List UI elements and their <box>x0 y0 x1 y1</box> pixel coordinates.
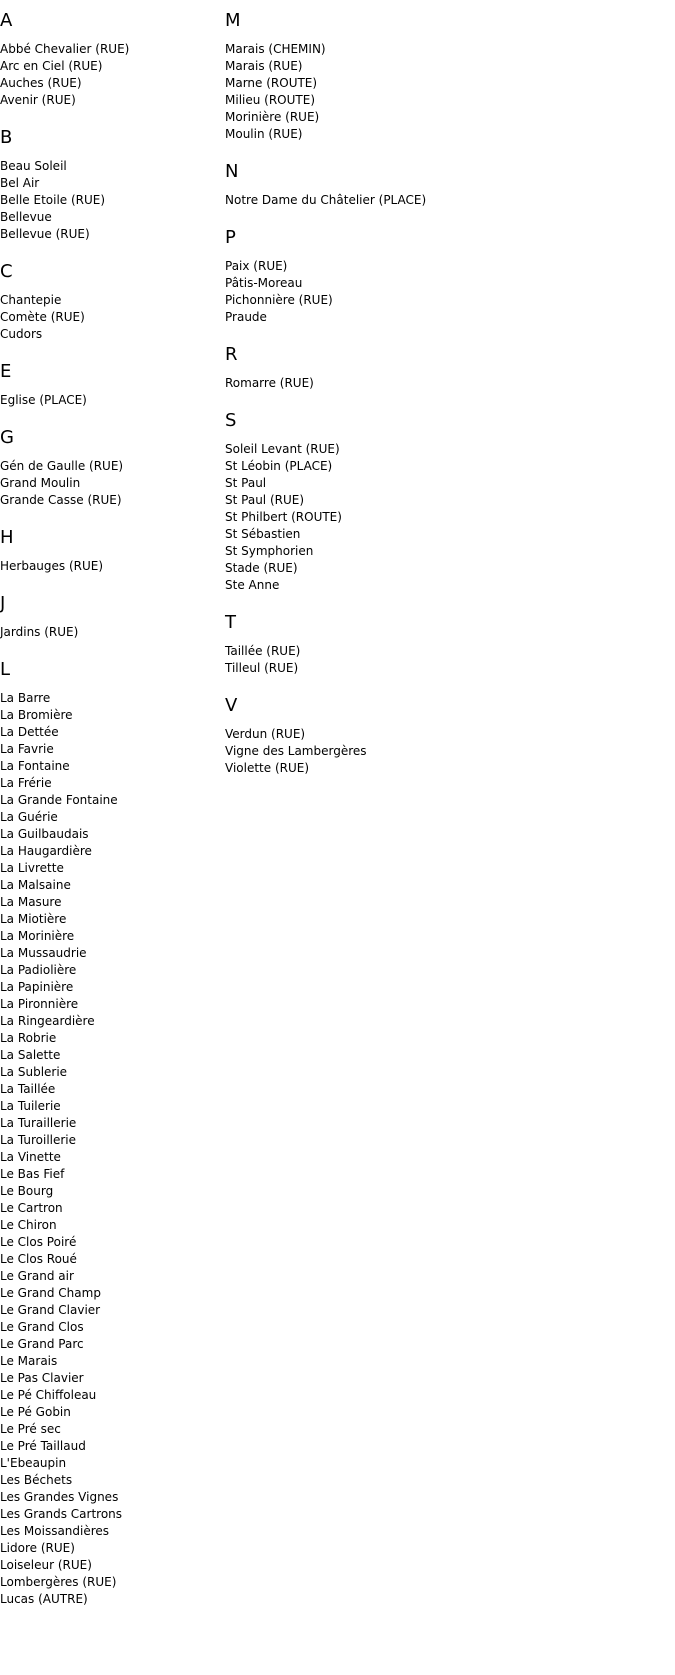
street-entry: La Favrie <box>0 742 54 756</box>
street-entry: Comète (RUE) <box>0 310 85 324</box>
street-entry: Auches (RUE) <box>0 76 82 90</box>
street-entry: Loiseleur (RUE) <box>0 1558 92 1572</box>
street-entry: Verdun (RUE) <box>225 727 306 741</box>
street-entry: Avenir (RUE) <box>0 93 76 107</box>
street-entry: Taillée (RUE) <box>225 644 301 658</box>
street-entry: Chantepie <box>0 293 62 307</box>
street-list <box>225 192 445 209</box>
street-entry: La Salette <box>0 1048 61 1062</box>
letter-section <box>225 161 445 209</box>
section-letter-heading: H <box>0 527 14 548</box>
street-list <box>0 292 220 343</box>
street-entry: La Morinière <box>0 929 75 943</box>
street-entry: La Guilbaudais <box>0 827 89 841</box>
street-entry: Tilleul (RUE) <box>225 661 299 675</box>
street-entry: Praude <box>225 310 267 324</box>
street-entry: Grand Moulin <box>0 476 81 490</box>
street-list <box>225 375 445 392</box>
letter-section <box>0 10 220 109</box>
street-entry: Beau Soleil <box>0 159 67 173</box>
street-entry: Bellevue (RUE) <box>0 227 90 241</box>
street-entry: Herbauges (RUE) <box>0 559 104 573</box>
street-entry: La Frérie <box>0 776 52 790</box>
street-entry: Jardins (RUE) <box>0 625 79 639</box>
street-entry: Le Chiron <box>0 1218 57 1232</box>
street-entry: Violette (RUE) <box>225 761 310 775</box>
street-entry: La Turaillerie <box>0 1116 77 1130</box>
street-entry: La Robrie <box>0 1031 57 1045</box>
section-letter-heading: C <box>0 261 13 282</box>
street-entry: St Sébastien <box>225 527 301 541</box>
street-entry: Arc en Ciel (RUE) <box>0 59 103 73</box>
street-entry: St Symphorien <box>225 544 314 558</box>
street-entry: Lucas (AUTRE) <box>0 1592 88 1606</box>
street-entry: Grande Casse (RUE) <box>0 493 122 507</box>
street-entry: Les Moissandières <box>0 1524 110 1538</box>
letter-section <box>0 361 220 409</box>
street-entry: Le Clos Roué <box>0 1252 77 1266</box>
street-entry: Paix (RUE) <box>225 259 288 273</box>
street-entry: Le Grand Clavier <box>0 1303 101 1317</box>
street-entry: Eglise (PLACE) <box>0 393 87 407</box>
street-entry: Ste Anne <box>225 578 280 592</box>
street-entry: Les Grandes Vignes <box>0 1490 119 1504</box>
street-entry: La Papinière <box>0 980 74 994</box>
street-entry: Le Pé Gobin <box>0 1405 71 1419</box>
letter-section <box>225 10 445 143</box>
street-entry: Vigne des Lambergères <box>225 744 367 758</box>
street-list <box>0 158 220 243</box>
section-letter-heading: V <box>225 695 238 716</box>
section-letter-heading: A <box>0 10 13 31</box>
street-entry: La Miotière <box>0 912 67 926</box>
section-letter-heading: M <box>225 10 241 31</box>
street-entry: Les Grands Cartrons <box>0 1507 123 1521</box>
street-entry: Gén de Gaulle (RUE) <box>0 459 124 473</box>
street-entry: Le Marais <box>0 1354 58 1368</box>
street-entry: Marais (RUE) <box>225 59 303 73</box>
street-entry: La Masure <box>0 895 62 909</box>
street-entry: Notre Dame du Châtelier (PLACE) <box>225 193 427 207</box>
letter-section <box>0 261 220 343</box>
street-entry: Pichonnière (RUE) <box>225 293 333 307</box>
street-entry: Cudors <box>0 327 43 341</box>
street-entry: Romarre (RUE) <box>225 376 314 390</box>
street-entry: Le Clos Poiré <box>0 1235 77 1249</box>
street-entry: St Léobin (PLACE) <box>225 459 333 473</box>
section-letter-heading: E <box>0 361 12 382</box>
letter-section <box>225 612 445 677</box>
street-entry: Marne (ROUTE) <box>225 76 318 90</box>
street-entry: La Turoillerie <box>0 1133 77 1147</box>
street-entry: Morinière (RUE) <box>225 110 320 124</box>
street-entry: Belle Etoile (RUE) <box>0 193 106 207</box>
street-list <box>225 258 445 326</box>
street-entry: La Vinette <box>0 1150 61 1164</box>
street-entry: La Bromière <box>0 708 73 722</box>
street-entry: Le Grand Clos <box>0 1320 84 1334</box>
letter-section <box>0 527 220 575</box>
street-entry: La Guérie <box>0 810 58 824</box>
street-entry: Moulin (RUE) <box>225 127 303 141</box>
street-list <box>0 392 220 409</box>
street-entry: La Grande Fontaine <box>0 793 118 807</box>
letter-section <box>0 593 220 641</box>
street-entry: Le Grand Parc <box>0 1337 84 1351</box>
street-list <box>225 643 445 677</box>
street-index-column-left <box>0 10 220 1626</box>
street-entry: Lidore (RUE) <box>0 1541 75 1555</box>
street-entry: Les Béchets <box>0 1473 73 1487</box>
street-entry: La Padiolière <box>0 963 77 977</box>
street-list <box>0 558 220 575</box>
street-entry: Bel Air <box>0 176 40 190</box>
letter-section <box>0 659 220 1608</box>
section-letter-heading: G <box>0 427 14 448</box>
street-index-column-right <box>225 10 445 795</box>
street-entry: Le Pé Chiffoleau <box>0 1388 97 1402</box>
street-entry: La Fontaine <box>0 759 70 773</box>
street-entry: St Paul <box>225 476 267 490</box>
street-entry: La Mussaudrie <box>0 946 87 960</box>
street-entry: Soleil Levant (RUE) <box>225 442 340 456</box>
letter-section <box>225 410 445 594</box>
street-entry: La Livrette <box>0 861 64 875</box>
section-letter-heading: J <box>0 593 6 614</box>
section-letter-heading: T <box>225 612 236 633</box>
street-entry: La Haugardière <box>0 844 92 858</box>
street-entry: La Dettée <box>0 725 59 739</box>
street-entry: Marais (CHEMIN) <box>225 42 326 56</box>
street-entry: St Philbert (ROUTE) <box>225 510 342 524</box>
street-entry: Abbé Chevalier (RUE) <box>0 42 130 56</box>
street-entry: L'Ebeaupin <box>0 1456 67 1470</box>
street-entry: Le Pré sec <box>0 1422 61 1436</box>
letter-section <box>225 344 445 392</box>
street-list <box>0 624 220 641</box>
section-letter-heading: R <box>225 344 238 365</box>
street-entry: Le Cartron <box>0 1201 63 1215</box>
street-entry: La Pironnière <box>0 997 79 1011</box>
street-entry: Le Pas Clavier <box>0 1371 84 1385</box>
street-entry: La Taillée <box>0 1082 56 1096</box>
street-list <box>225 441 445 594</box>
section-letter-heading: N <box>225 161 239 182</box>
street-entry: Bellevue <box>0 210 52 224</box>
street-entry: Le Bas Fief <box>0 1167 65 1181</box>
street-entry: La Barre <box>0 691 51 705</box>
street-entry: Stade (RUE) <box>225 561 298 575</box>
street-entry: La Ringeardière <box>0 1014 95 1028</box>
section-letter-heading: L <box>0 659 11 680</box>
section-letter-heading: B <box>0 127 13 148</box>
street-list <box>0 690 220 1608</box>
street-entry: St Paul (RUE) <box>225 493 305 507</box>
street-entry: La Tuilerie <box>0 1099 61 1113</box>
section-letter-heading: P <box>225 227 236 248</box>
street-entry: Le Grand Champ <box>0 1286 101 1300</box>
letter-section <box>0 127 220 243</box>
letter-section <box>0 427 220 509</box>
street-entry: Pâtis-Moreau <box>225 276 303 290</box>
street-list <box>225 41 445 143</box>
street-entry: Le Grand air <box>0 1269 74 1283</box>
section-letter-heading: S <box>225 410 237 431</box>
street-entry: Le Pré Taillaud <box>0 1439 86 1453</box>
letter-section <box>225 695 445 777</box>
street-entry: Lombergères (RUE) <box>0 1575 117 1589</box>
street-list <box>0 41 220 109</box>
letter-section <box>225 227 445 326</box>
street-entry: Le Bourg <box>0 1184 54 1198</box>
street-entry: La Sublerie <box>0 1065 68 1079</box>
street-entry: La Malsaine <box>0 878 71 892</box>
street-list <box>0 458 220 509</box>
street-entry: Milieu (ROUTE) <box>225 93 315 107</box>
street-list <box>225 726 445 777</box>
